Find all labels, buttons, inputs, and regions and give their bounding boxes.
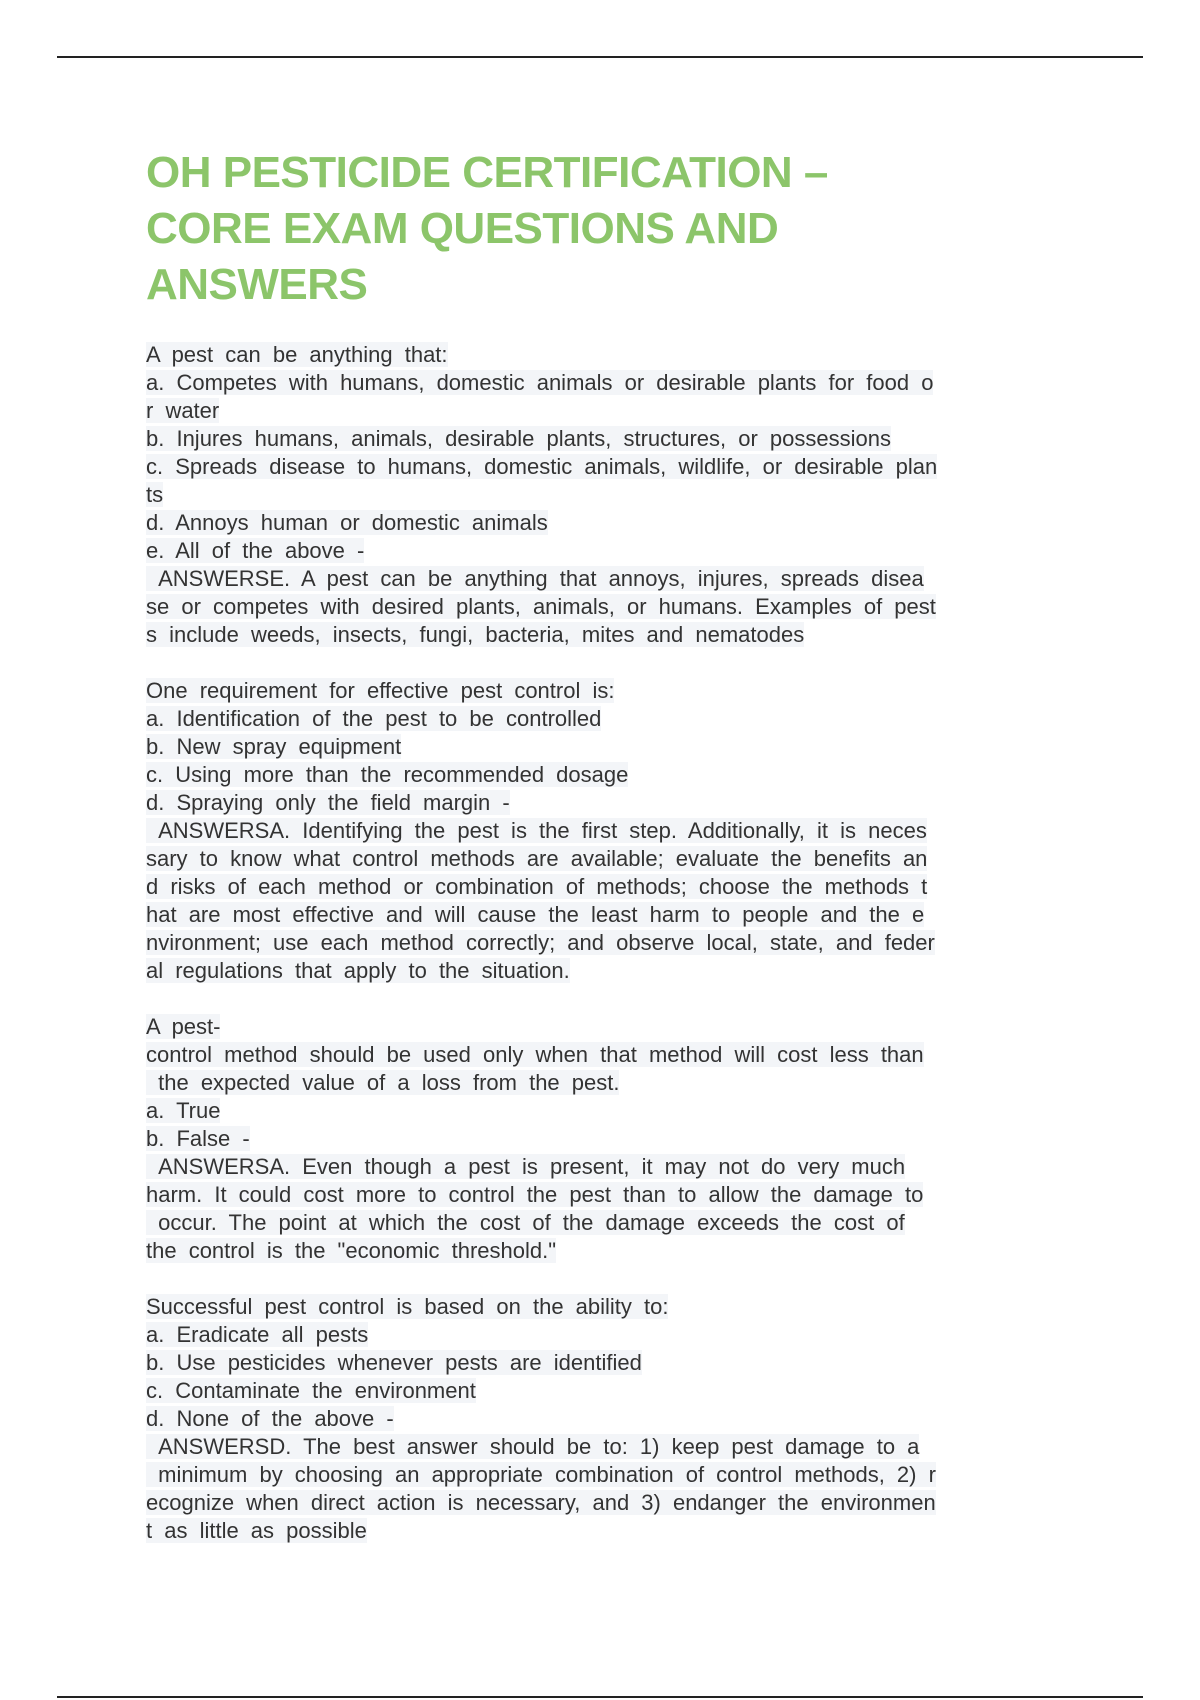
line-text: d risks of each method or combination of methods; choose the methods t	[146, 874, 928, 899]
question-block	[146, 1293, 1056, 1545]
line-text: c. Spreads disease to humans, domestic animals, wildlife, or desirable plan	[146, 454, 938, 479]
line-text: e. All of the above -	[146, 538, 365, 563]
line-text: a. Competes with humans, domestic animals or desirable plants for food o	[146, 370, 934, 395]
text-line	[146, 733, 1056, 761]
line-text: One requirement for effective pest control is:	[146, 678, 615, 703]
line-text: c. Contaminate the environment	[146, 1378, 476, 1403]
text-line	[146, 1433, 1056, 1461]
line-text: control method should be used only when that method will cost less than	[146, 1042, 924, 1067]
line-text: se or competes with desired plants, animals, or humans. Examples of pest	[146, 594, 936, 619]
line-text: b. New spray equipment	[146, 734, 402, 759]
text-line	[146, 481, 1056, 509]
line-text: a. Identification of the pest to be controlled	[146, 706, 602, 731]
line-text: ts	[146, 482, 164, 507]
text-line	[146, 1293, 1056, 1321]
line-text: ANSWERSE. A pest can be anything that annoys, injures, spreads disea	[146, 566, 924, 591]
line-text: b. Use pesticides whenever pests are identified	[146, 1350, 642, 1375]
text-line	[146, 1125, 1056, 1153]
text-line	[146, 1321, 1056, 1349]
document-title	[146, 145, 1056, 313]
line-text: A pest-	[146, 1014, 221, 1039]
line-text: a. True	[146, 1098, 221, 1123]
line-text: hat are most effective and will cause the least harm to people and the e	[146, 902, 925, 927]
line-text: A pest can be anything that:	[146, 342, 448, 367]
line-text: s include weeds, insects, fungi, bacteria, mites and nematodes	[146, 622, 805, 647]
text-line	[146, 1349, 1056, 1377]
text-line	[146, 789, 1056, 817]
text-line	[146, 537, 1056, 565]
title-line: ANSWERS	[146, 260, 368, 309]
text-line	[146, 593, 1056, 621]
text-line	[146, 1517, 1056, 1545]
line-text: harm. It could cost more to control the pest than to allow the damage to	[146, 1182, 924, 1207]
text-line	[146, 425, 1056, 453]
text-line	[146, 621, 1056, 649]
text-line	[146, 1153, 1056, 1181]
line-text: t as little as possible	[146, 1518, 367, 1543]
line-text: minimum by choosing an appropriate combination of control methods, 2) r	[146, 1462, 936, 1487]
text-line	[146, 509, 1056, 537]
line-text: d. Annoys human or domestic animals	[146, 510, 548, 535]
title-line: OH PESTICIDE CERTIFICATION –	[146, 148, 828, 197]
text-line	[146, 1489, 1056, 1517]
text-line	[146, 1237, 1056, 1265]
text-line	[146, 929, 1056, 957]
bottom-rule	[57, 1696, 1143, 1698]
line-text: c. Using more than the recommended dosage	[146, 762, 629, 787]
text-line	[146, 1209, 1056, 1237]
line-text: sary to know what control methods are available; evaluate the benefits an	[146, 846, 928, 871]
question-list	[146, 341, 1056, 1545]
text-line	[146, 677, 1056, 705]
text-line	[146, 1069, 1056, 1097]
line-text: a. Eradicate all pests	[146, 1322, 369, 1347]
line-text: ANSWERSA. Identifying the pest is the first step. Additionally, it is neces	[146, 818, 927, 843]
text-line	[146, 845, 1056, 873]
text-line	[146, 705, 1056, 733]
text-line	[146, 453, 1056, 481]
line-text: the expected value of a loss from the pest.	[146, 1070, 620, 1095]
line-text: Successful pest control is based on the ability to:	[146, 1294, 669, 1319]
line-text: ecognize when direct action is necessary, and 3) endanger the environmen	[146, 1490, 936, 1515]
line-text: d. None of the above -	[146, 1406, 394, 1431]
question-block	[146, 677, 1056, 985]
question-block	[146, 1013, 1056, 1265]
line-text: b. False -	[146, 1126, 250, 1151]
top-rule	[57, 56, 1143, 58]
line-text: d. Spraying only the field margin -	[146, 790, 510, 815]
line-text: the control is the "economic threshold."	[146, 1238, 557, 1263]
text-line	[146, 873, 1056, 901]
line-text: r water	[146, 398, 220, 423]
text-line	[146, 565, 1056, 593]
title-line: CORE EXAM QUESTIONS AND	[146, 204, 779, 253]
text-line	[146, 369, 1056, 397]
text-line	[146, 761, 1056, 789]
line-text: nvironment; use each method correctly; and observe local, state, and feder	[146, 930, 935, 955]
question-block	[146, 341, 1056, 649]
text-line	[146, 1377, 1056, 1405]
line-text: occur. The point at which the cost of the damage exceeds the cost of	[146, 1210, 905, 1235]
text-line	[146, 1013, 1056, 1041]
text-line	[146, 1461, 1056, 1489]
text-line	[146, 957, 1056, 985]
line-text: al regulations that apply to the situation.	[146, 958, 570, 983]
text-line	[146, 901, 1056, 929]
text-line	[146, 397, 1056, 425]
line-text: ANSWERSA. Even though a pest is present, it may not do very much	[146, 1154, 906, 1179]
line-text: b. Injures humans, animals, desirable plants, structures, or possessions	[146, 426, 891, 451]
document-body	[146, 145, 1056, 1573]
text-line	[146, 1097, 1056, 1125]
text-line	[146, 1181, 1056, 1209]
line-text: ANSWERSD. The best answer should be to: 1) keep pest damage to a	[146, 1434, 920, 1459]
text-line	[146, 1041, 1056, 1069]
text-line	[146, 1405, 1056, 1433]
text-line	[146, 817, 1056, 845]
text-line	[146, 341, 1056, 369]
